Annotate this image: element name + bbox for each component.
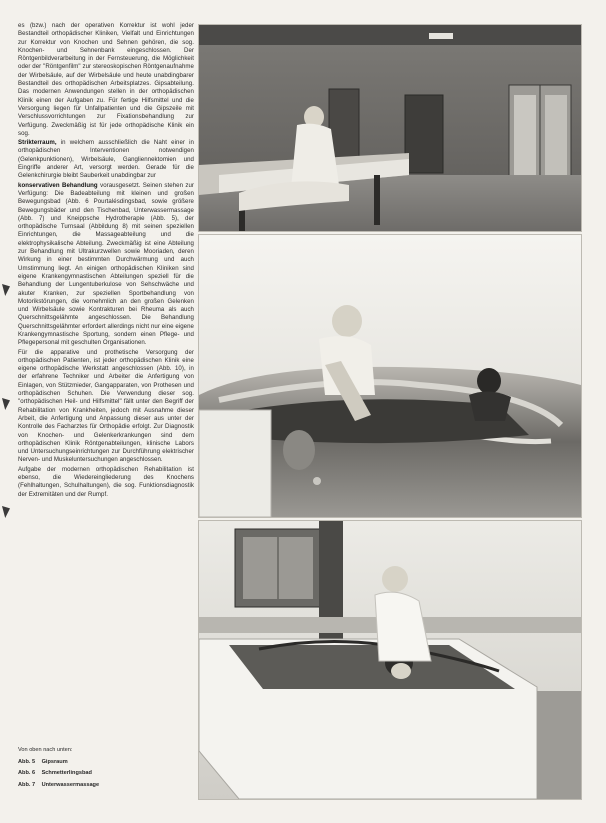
paragraph: es (bzw.) nach der operativen Korrektur ist wohl jeder Bestandteil orthopädischer Kliniken, Vielfalt und Einrichtungen zur Korrektur von Knochen und Sehnen gehören, die sog. Knochen- und Sehnenbank eingeschlossen. Der Röntgenbildverarbeitung in der Fernsteuerung, die Möglichkeit oder der "Röntgenfilm" zur stereoskopischen Röntgenaufnahme der Wirbelsäule, auf der Wirbelsäule und heute unabdingbarer Bestandteil des orthopädischen Arbeitsplatzes. Gipsabteilung. Das modernen Anwendungen stellen in der orthopädischen Klinik einen der Aufgaben zu. Für fertige Hilfsmittel und die Versorgung liegen für Unfallpatienten und die Gipszeile mit Verschlussvorrichtungen zur Fixationsbehandlung zur Verfügung. Zweckmäßig ist für jede orthopädische Klinik ein sog. xyxy=(18,22,194,137)
caption-number: Abb. 5 xyxy=(18,758,36,765)
paragraph: Für die apparative und prothetische Versorgung der orthopädischen Patienten, ist jeder orthopädischen Klinik eine eigene orthopädische Werkstatt angeschlossen (Abb. 10), in der erfahrene Techniker und Arbeiter die Anfertigung von Einlagen, von Stützmieder, Gangapparaten, von Prothesen und orthopädischen Schuhen. Die Verwendung dieser sog. "orthopädischen Heil- und Hilfsmittel" fällt unter den Begriff der Rehabilitation von Krankheiten, jedoch mit Ausnahme dieser Arbeit, die Anfertigung und Anpassung dieser aus unter der Kontrolle des Facharztes für Orthopädie erfolgt. Zur Diagnostik von Knochen- und Gelenkerkrankungen sind dem orthopädischen Klinik Röntgenabteilungen, klinische Labors und Untersuchungseinrichtungen zur Durchführung elektrischer Nerven- und Muskeluntersuchungen angeschlossen. xyxy=(18,348,194,464)
paragraph: konservativen Behandlung vorausgesetzt. Seinen stehen zur Verfügung: Die Badeabteilung mit kleinen und großen Bewegungsbad (Abb. 6 Pourtalésdingsbad, sowie größere Bewegungsbäder und den Tischenbad, Unterwassermassage (Abb. 7) und Kneippsche Hydrotherapie (Abb. 5), der orthopädische Turnsaal (Abbildung 8) mit seinen speziellen Einrichtungen, die Massageabteilung und die elektrophysikalische Abteilung. Zweckmäßig ist eine Abteilung zur Behandlung mit Ultrakurzwellen sowie Mooriaden, deren Wirkung in einer bestimmten Durchwärmung und auch Umstimmung liegt. An einigen orthopädischen Kliniken sind eigene Krankengymnastischen Abteilungen speziell für die Behandlung der Lungentuberkulose von Sehschwäche und akuter Kranken, zur speziellen Sportbehandlung von Motorikstörungen, die vornehmlich an den großen Gelenken und Wirbelsäule sowie Kontrakturen bei Rheuma als auch Querschnittsgelähmte angeschlossen. Die Behandlung Querschnittsgelähmter erfordert allerdings nicht nur eine eigene Krankengymnastische Sportung, sondern einen Pflege- und Pflegepersonal mit geschulten Organisationen. xyxy=(18,181,194,347)
photo-underwater-massage xyxy=(198,520,582,800)
caption-row xyxy=(18,757,188,769)
margin-mark xyxy=(2,398,10,410)
caption-label: Unterwassermassage xyxy=(41,781,100,788)
underwater-massage-illustration xyxy=(199,521,581,799)
caption-row xyxy=(18,768,188,780)
margin-mark xyxy=(2,284,10,296)
plaster-room-illustration xyxy=(199,25,581,231)
caption-label: Schmetterlingsbad xyxy=(41,770,92,777)
article-body xyxy=(18,22,194,499)
paragraph: Aufgabe der modernen orthopädischen Rehabilitation ist ebenso, die Wiedereingliederung des Knochens (Fehlhaltungen, Schulhaltungen), die sog. Funktionsdiagnostik der Extremitäten und der Rumpf. xyxy=(18,465,194,498)
caption-row xyxy=(18,780,188,792)
caption-number: Abb. 7 xyxy=(18,781,36,788)
article-text-column xyxy=(18,22,194,812)
photo-butterfly-bath xyxy=(198,234,582,518)
caption-label: Gipsraum xyxy=(41,758,68,765)
caption-number: Abb. 6 xyxy=(18,770,36,777)
figure-captions xyxy=(18,745,188,791)
butterfly-bath-illustration xyxy=(199,235,581,517)
paragraph: Strikterraum, in welchem ausschließlich die Naht einer in orthopädischen Interventionen notwendigen (Gelenkpunktionen), Wirbelsäule, Gangliennektomien und Eingriffe anderer Art, versorgt werden. Gerade für die Gelenkchirurgie bleibt Sauberkeit unabdingbar zur xyxy=(18,139,194,180)
captions-heading: Von oben nach unten: xyxy=(18,747,73,753)
photo-plaster-room xyxy=(198,24,582,232)
margin-mark xyxy=(2,506,10,518)
